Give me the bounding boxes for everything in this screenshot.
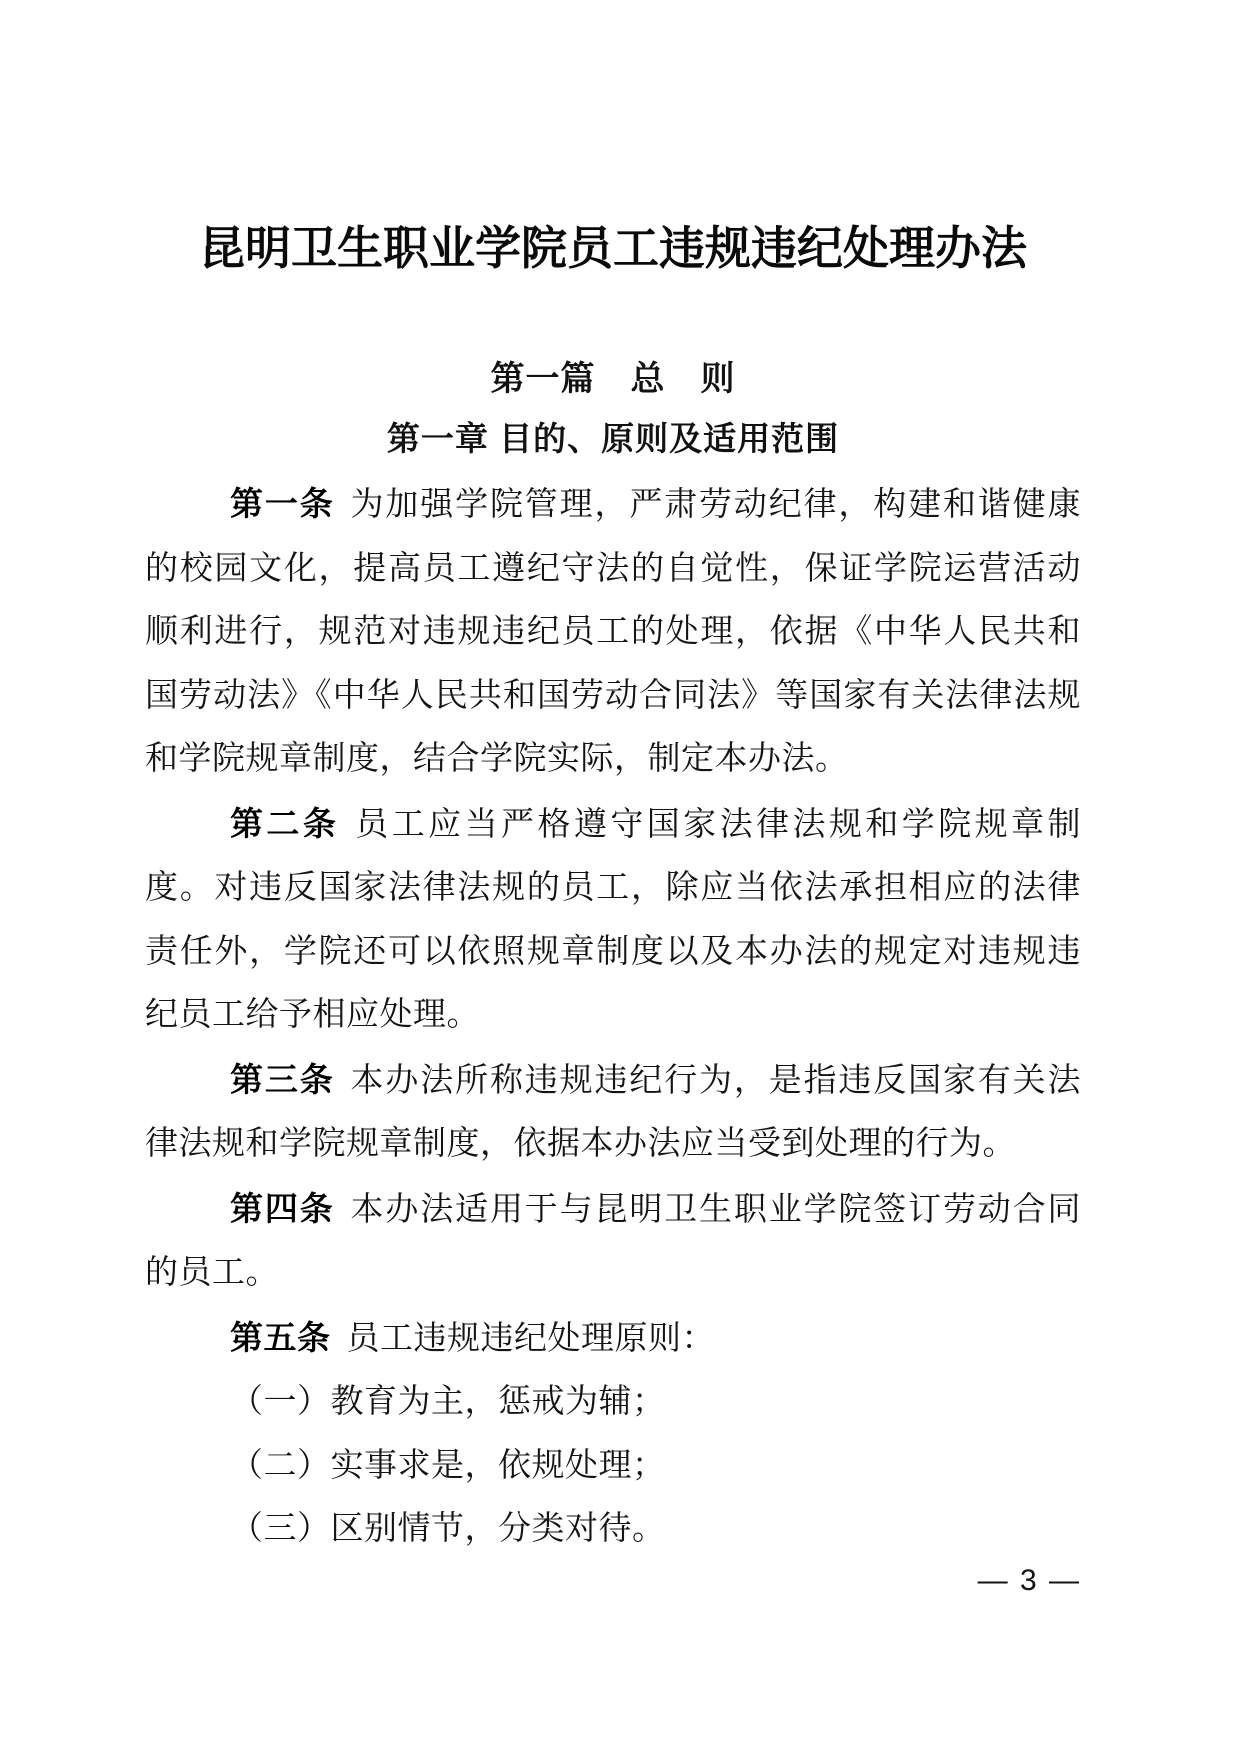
document-title: 昆明卫生职业学院员工违规违纪处理办法 (199, 223, 1027, 274)
article-label-3: 第三条 (230, 1060, 335, 1098)
article-label-5: 第五条 (230, 1318, 331, 1356)
article-paragraph-5 (145, 1306, 1081, 1372)
part-heading: 第一篇 总 则 (490, 360, 736, 398)
document-body (145, 472, 1081, 1562)
article-text-4: 本办法适用于与昆明卫生职业学院签订劳动合同的员工。 (145, 1191, 1082, 1291)
article-label-2: 第二条 (230, 804, 340, 842)
article-paragraph-1 (145, 472, 1081, 792)
article-paragraph-2 (145, 792, 1081, 1048)
article-label-1: 第一条 (230, 485, 335, 522)
chapter-heading: 第一章 目的、原则及适用范围 (386, 420, 840, 457)
principle-item-2: （二）实事求是，依规处理； (230, 1447, 666, 1484)
article-paragraph-3 (145, 1048, 1081, 1177)
article-text-3: 本办法所称违规违纪行为，是指违反国家有关法律法规和学院规章制度，依据本办法应当受到处理的行为。 (145, 1062, 1082, 1162)
article-text-1: 为加强学院管理，严肃劳动纪律，构建和谐健康的校园文化，提高员工遵纪守法的自觉性，保证学院运营活动顺利进行，规范对违规违纪员工的处理，依据《中华人民共和国劳动法》《中华人民共和国劳动合同法》等国家有关法律法规和学院规章制度，结合学院实际，制定本办法。 (145, 487, 1082, 777)
article-text-5: 员工违规违纪处理原则： (346, 1320, 715, 1357)
principle-item-3: （三）区别情节，分类对待。 (230, 1511, 666, 1547)
article-label-4: 第四条 (230, 1189, 335, 1227)
principle-item-1: （一）教育为主，惩戒为辅； (230, 1384, 666, 1420)
article-text-2: 员工应当严格遵守国家法律法规和学院规章制度。对违反国家法律法规的员工，除应当依法承担相应的法律责任外，学院还可以依照规章制度以及本办法的规定对违规违纪员工给予相应处理。 (145, 806, 1082, 1033)
page-number: — 3 — (977, 1563, 1081, 1597)
article-paragraph-4 (145, 1177, 1081, 1306)
